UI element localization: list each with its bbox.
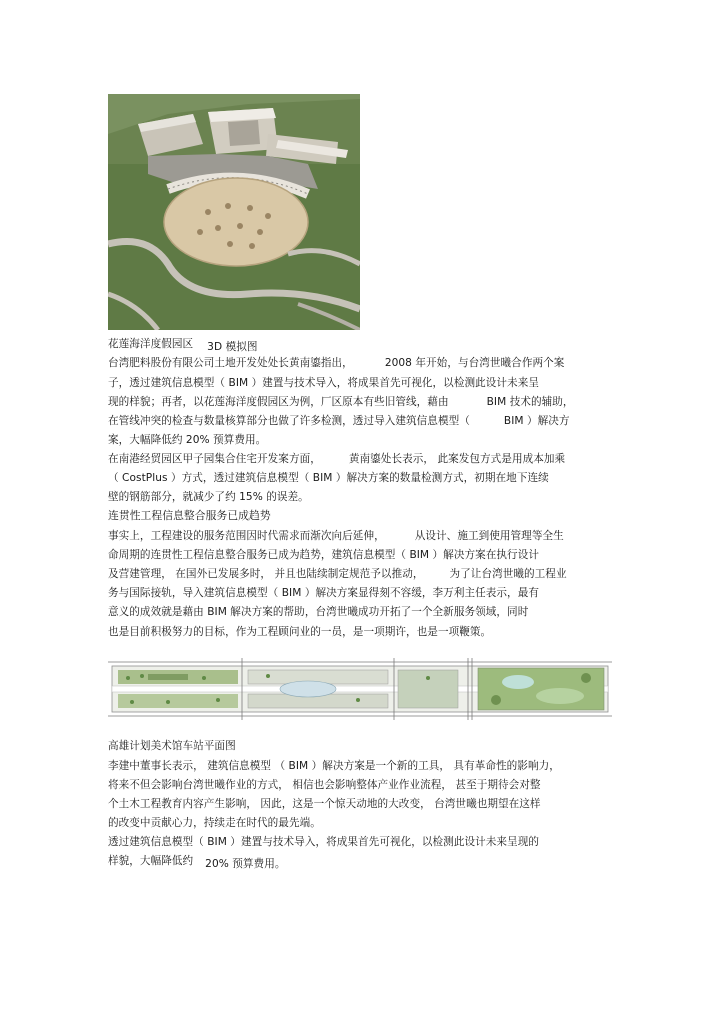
paragraph-line [108,567,616,581]
paragraph-line: 将来不但会影响台湾世曦作业的方式， 相信也会影响整体产业作业流程， 甚至于期待会对整 [108,779,541,791]
text-span: 从设计、施工到使用管理等全生 [414,530,564,542]
paragraph-line [108,356,616,370]
text-span: 20% 预算费用。 [205,858,286,870]
paragraph-line [108,395,616,409]
text-span: 样貌，大幅降低约 [108,855,194,867]
figure2-caption: 高雄计划美术馆车站平面图 [108,740,236,752]
text-span: 及营建管理， 在国外已发展多时， 并且也陆续制定规范予以推动， [108,568,424,580]
text-span: BIM ）解决方 [503,415,570,427]
text-span: 黄南鎏处长表示， 此案发包方式是用成本加乘 [348,453,566,465]
paragraph-line: 意义的成效就是藉由 BIM 解决方案的帮助，台湾世曦成功开拓了一个全新服务领域，同时 [108,606,529,618]
text-span: 在南港经贸园区甲子园集合住宅开发案方面， [108,453,321,465]
paragraph-line: 案，大幅降低约 20% 预算费用。 [108,434,267,446]
resort-3d-rendering-image [108,94,360,330]
paragraph-line: 个土木工程教育内容产生影响， 因此，这是一个惊天动地的大改变， 台湾世曦也期望在这样 [108,798,541,810]
text-span: 2008 年开始，与台湾世曦合作两个案 [384,357,565,369]
station-floor-plan-image [108,648,612,730]
text-span: 为了让台湾世曦的工程业 [449,568,567,580]
paragraph-line: （ CostPlus ）方式，透过建筑信息模型（ BIM ）解决方案的数量检测方式，初期在地下连续 [108,472,549,484]
paragraph-line: 透过建筑信息模型（ BIM ）建置与技术导入，将成果首先可视化，以检测此设计未来呈现的 [108,836,539,848]
paragraph-line: 子，透过建筑信息模型（ BIM ）建置与技术导入，将成果首先可视化，以检测此设计未来呈 [108,377,539,389]
paragraph-line [108,414,616,428]
paragraph-line: 务与国际接轨，导入建筑信息模型（ BIM ）解决方案显得刻不容缓，李万利主任表示，最有 [108,587,539,599]
paragraph-line: 命周期的连贯性工程信息整合服务已成为趋势，建筑信息模型（ BIM ）解决方案在执行设计 [108,549,539,561]
text-span: 事实上，工程建设的服务范围因时代需求而渐次向后延伸， [108,530,385,542]
figure1-caption [108,337,616,351]
text-span: 台湾肥料股份有限公司土地开发处处长黄南鎏指出， [108,357,353,369]
caption-text: 3D 模拟图 [207,341,258,353]
text-span: 现的样貌；再者，以花莲海洋度假园区为例，厂区原本有些旧管线，藉由 [108,396,449,408]
paragraph-line [108,854,616,868]
section-heading: 连贯性工程信息整合服务已成趋势 [108,509,271,522]
caption-text: 花莲海洋度假园区 [108,338,194,350]
paragraph-line: 也是目前积极努力的目标，作为工程顾问业的一员，是一项期许，也是一项鞭策。 [108,626,492,638]
paragraph-line: 壁的钢筋部分，就减少了约 15% 的误差。 [108,491,309,503]
text-span: BIM 技术的辅助， [486,396,574,408]
paragraph-line: 李建中董事长表示， 建筑信息模型 （ BIM ）解决方案是一个新的工具， 具有革命性的影响力， [108,760,560,772]
text-span: 在管线冲突的检查与数量核算部分也做了许多检测，透过导入建筑信息模型（ [108,415,470,427]
paragraph-line: 的改变中贡献心力，持续走在时代的最先端。 [108,817,321,829]
paragraph-line [108,529,616,543]
paragraph-line [108,452,616,466]
